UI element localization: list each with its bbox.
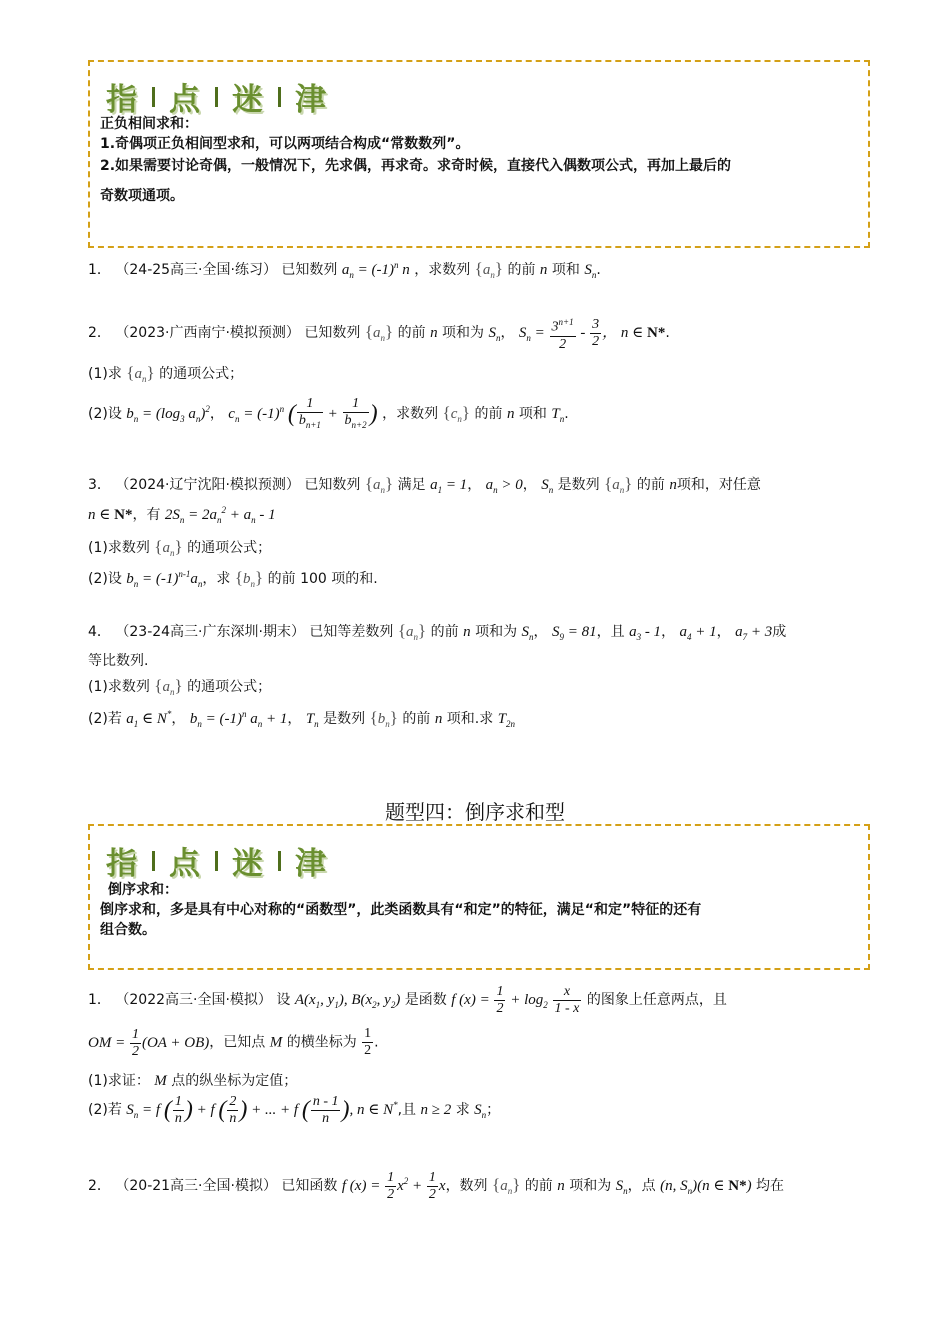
problem-text: 项和，对任意: [676, 477, 761, 493]
formula: OM = $\frac{1}{2}$ (OA + OB): [88, 1026, 210, 1059]
problem-2-q1: [88, 363, 243, 384]
problem-number: 3．: [88, 477, 111, 493]
problem-3-line2: [88, 504, 276, 525]
problem-1: [88, 259, 601, 280]
problem-text: ，已知点: [209, 1034, 266, 1051]
problem-text: 的横坐标为: [286, 1034, 357, 1051]
formula: $a_n = (-1)^n$ n: [341, 260, 410, 280]
formula: $T_n$: [551, 405, 565, 424]
tip-char: 指: [106, 82, 138, 118]
section-title: 题型四：倒序求和型: [385, 800, 565, 824]
question-text: ，求数列: [382, 405, 439, 422]
problem-number: 2．: [88, 324, 111, 341]
formula: $b_n = (-1)^{n-1}a_n$: [126, 569, 203, 589]
problem-6: [88, 1170, 784, 1203]
tip-char: 迷: [232, 82, 264, 118]
formula: (n, $S_n)(n$ ∈ N*): [660, 1177, 752, 1196]
problem-5-q1: [88, 1070, 297, 1090]
formula: $\{a_n\}$: [154, 537, 183, 558]
question-text: (1)求证：: [88, 1073, 150, 1089]
question-text: 求: [455, 1101, 470, 1118]
tip-line: 1.奇偶项正负相间型求和，可以两项结合构成“常数数列”。: [100, 136, 470, 152]
problem-4: 4． （23-24高三·广东深圳·期末） 已知等差数列 $\{a_n\}$ 的前 n 项和为 $S_n$， $S_9 = 81$，且 $a_3 - 1$， $a_4 + 1$， $a_7 + 3$成: [88, 621, 787, 642]
problem-text: 已知函数: [281, 1177, 338, 1194]
divider: [152, 87, 155, 107]
tip-char: 指: [106, 846, 138, 882]
formula: n: [463, 624, 471, 640]
problem-4-q1: [88, 676, 271, 697]
formula: $c_n = (-1)^n$ ( $\frac{1}{b_{n+1}}$ + $\frac{1}{b_{n+2}}$ ): [228, 396, 378, 430]
question-text: .: [564, 405, 569, 422]
problem-text: 已知数列: [281, 262, 338, 278]
problem-text: 的前: [430, 624, 459, 640]
question-text: ；: [486, 1101, 501, 1118]
problem-4-q2: (2)若 $a_1$ ∈ N*， $b_n = (-1)^n$ $a_n + 1$， $T_n$ 是数列 $\{b_n\}$ 的前 n 项和.求 $T_{2n}$: [88, 708, 516, 729]
divider: [215, 87, 218, 107]
formula: $\{a_n\}$: [397, 621, 427, 642]
question-text: (2)若: [88, 711, 122, 727]
formula: f (x) = $\frac{1}{2}$ $x^2$ + $\frac{1}{2}$ x: [341, 1170, 446, 1202]
problem-number: 2．: [88, 1177, 111, 1194]
question-text: 的前: [474, 405, 503, 422]
problem-text: 成: [772, 624, 787, 640]
formula: $2S_n = 2a_n^2 + a_n - 1$: [164, 505, 276, 525]
formula: $\{a_n\}$: [364, 321, 394, 343]
problem-text: ，点: [627, 1177, 656, 1194]
formula: $S_n$: [541, 477, 554, 495]
tip-box-1: [88, 60, 870, 248]
problem-text: ，求数列: [414, 262, 471, 278]
tip-line: 倒序求和，多是具有中心对称的“函数型”，此类函数具有“和定”的特征，满足“和定”特征的还有: [100, 902, 702, 918]
problem-text: 是数列: [557, 477, 600, 493]
problem-source: （20-21高三·全国·模拟）: [115, 1177, 277, 1194]
tip-char: 津: [295, 846, 327, 882]
divider: [278, 87, 281, 107]
question-text: 是数列: [323, 711, 366, 727]
question-text: (1)求: [88, 366, 122, 382]
tip-box-2: [88, 824, 870, 970]
problem-number: 1．: [88, 991, 111, 1008]
formula: M: [154, 1073, 167, 1089]
formula: $S_n$: [584, 262, 597, 280]
problem-text: 已知数列: [304, 477, 361, 493]
formula: $T_{2n}$: [497, 711, 516, 729]
problem-text: .: [596, 262, 601, 278]
formula: $a_n > 0$: [485, 477, 523, 495]
formula: $b_n = (-1)^n$ $a_n + 1$: [189, 709, 288, 729]
problem-source: （2023·广西南宁·模拟预测）: [115, 324, 300, 341]
problem-3: 3． （2024·辽宁沈阳·模拟预测） 已知数列 $\{a_n\}$ 满足 $a_1 = 1$， $a_n > 0$， $S_n$ 是数列 $\{a_n\}$ 的前 n项和，对任意: [88, 474, 761, 495]
problem-source: （2022高三·全国·模拟）: [115, 991, 272, 1008]
problem-source: （2024·辽宁沈阳·模拟预测）: [115, 477, 300, 493]
problem-text: 均在: [756, 1177, 785, 1194]
problem-text: .: [374, 1034, 379, 1051]
tip-line: 奇数项通项。: [100, 188, 184, 204]
formula: n: [430, 324, 438, 341]
formula: $\frac{1}{2}$: [364, 1026, 372, 1058]
problem-2: 2． （2023·广西南宁·模拟预测） 已知数列 $\{a_n\}$ 的前 n 项和为 $S_n$， $S_n$ = $\frac{3^{n+1}}{2}$ - $\frac{3}{2}$ ， n ∈ N*.: [88, 314, 670, 353]
problem-text: 已知数列: [304, 324, 361, 341]
question-text: ，求: [202, 571, 231, 587]
problem-text: ，数列: [445, 1177, 488, 1194]
problem-text: 的前: [507, 262, 536, 278]
divider: [152, 851, 155, 871]
formula: $\{a_n\}$: [604, 474, 633, 495]
formula: $\{b_n\}$: [234, 568, 264, 589]
divider: [215, 851, 218, 871]
formula: n: [669, 477, 677, 493]
formula: $\{a_n\}$: [492, 1174, 521, 1196]
problem-3-q2: [88, 568, 378, 589]
formula: $S_n = f$ ( $\frac{1}{n}$ ) + f ( $\frac{2}{n}$ ) + ... + f ( $\frac{n - 1}{n}$ ), n ∈ N*: [126, 1094, 398, 1126]
formula: n: [539, 262, 548, 278]
formula: $\{a_n\}$: [474, 259, 503, 280]
formula: $T_n$: [305, 711, 319, 729]
problem-source: （24-25高三·全国·练习）: [115, 262, 277, 278]
question-text: (1)求数列: [88, 540, 150, 556]
question-text: 项和.求: [446, 711, 494, 727]
question-text: 的通项公式；: [187, 540, 272, 556]
question-text: 的前 100 项的和.: [267, 571, 378, 587]
problem-5: [88, 984, 727, 1017]
problem-5-line2: [88, 1026, 379, 1060]
formula: n ∈ N*: [88, 507, 133, 523]
formula: $a_4 + 1$: [679, 624, 717, 642]
formula: $S_n$: [521, 624, 534, 642]
tip-line: 2.如果需要讨论奇偶，一般情况下，先求偶，再求奇。求奇时候，直接代入偶数项公式，再加上最后的: [100, 158, 732, 174]
formula: $S_n$: [488, 324, 501, 343]
tip-char: 点: [169, 82, 201, 118]
formula: n: [506, 405, 515, 422]
formula: $S_n$ = $\frac{3^{n+1}}{2}$ - $\frac{3}{2}$ ， n ∈ N*: [519, 325, 665, 341]
problem-4-line2: [88, 650, 148, 670]
formula: $a_7 + 3$: [735, 624, 773, 642]
question-text: 且: [402, 1101, 417, 1118]
question-text: (2)设: [88, 405, 122, 422]
tip-heading: 倒序求和：: [108, 882, 178, 898]
question-text: 的通项公式；: [159, 366, 244, 382]
formula: $S_9 = 81$: [551, 624, 597, 642]
formula: $S_n$: [474, 1101, 487, 1120]
question-text: (2)若: [88, 1101, 122, 1118]
problem-text: 的图象上任意两点，且: [586, 991, 727, 1008]
formula: $\{a_n\}$: [364, 474, 394, 495]
formula: $S_n$: [615, 1177, 628, 1196]
formula: $b_n = (\log_3$ $a_n)^2$: [126, 403, 210, 424]
formula: n: [557, 1177, 565, 1194]
question-text: 点的纵坐标为定值；: [171, 1073, 298, 1089]
formula: $\{c_n\}$: [442, 402, 471, 424]
problem-text: 项和为: [475, 624, 518, 640]
problem-text: 等比数列.: [88, 653, 149, 669]
formula: $a_3 - 1$: [629, 624, 662, 642]
divider: [278, 851, 281, 871]
formula: n: [434, 711, 443, 727]
problem-text: ，且: [596, 624, 625, 640]
problem-text: 是函数: [404, 991, 447, 1008]
problem-number: 1．: [88, 262, 111, 278]
problem-text: 的前: [524, 1177, 553, 1194]
formula: $a_1 = 1$: [430, 477, 468, 495]
formula: M: [269, 1034, 283, 1051]
tip-heading: 正负相间求和：: [100, 116, 198, 132]
tip-char: 点: [169, 846, 201, 882]
problem-text: 的前: [397, 324, 426, 341]
tip-char: 迷: [232, 846, 264, 882]
formula: f (x) = $\frac{1}{2}$ + $\log_2$ $\frac{x}{1 - x}$: [451, 984, 580, 1016]
question-text: 的前: [402, 711, 431, 727]
formula: $\{b_n\}$: [369, 708, 398, 729]
tip-char: 津: [295, 82, 327, 118]
problem-number: 4．: [88, 624, 111, 640]
tip-line: 组合数。: [100, 922, 156, 938]
tip-content: [100, 114, 858, 206]
question-text: 项和: [518, 405, 547, 422]
problem-3-q1: [88, 537, 271, 558]
tip-header: [106, 74, 327, 119]
formula: $\{a_n\}$: [154, 676, 183, 697]
problem-text: ，有: [132, 507, 161, 523]
tip-content: [100, 880, 858, 940]
question-text: (2)设: [88, 571, 122, 587]
problem-text: 项和为: [569, 1177, 612, 1194]
formula: $A(x_1$, $y_1$), $B(x_2$, $y_2$): [294, 991, 401, 1010]
problem-2-q2: (2)设 $b_n = (\log_3$ $a_n)^2$， $c_n = (-1)^n$ ( $\frac{1}{b_{n+1}}$ + $\frac{1}{b_{n+2}}$ ) ，求数列 $\{c_n\}$ 的前 n 项和 $T_n$.: [88, 396, 569, 430]
question-text: (1)求数列: [88, 679, 150, 695]
problem-text: 满足: [397, 477, 426, 493]
problem-text: 项和: [551, 262, 580, 278]
problem-5-q2: (2)若 $S_n = f$ ( $\frac{1}{n}$ ) + f ( $\frac{2}{n}$ ) + ... + f ( $\frac{n - 1}{n}$ ), n ∈ N*,且 n ≥ 2 求 $S_n$；: [88, 1094, 501, 1126]
problem-text: 已知等差数列: [309, 624, 394, 640]
problem-text: 的前: [636, 477, 665, 493]
formula: $\{a_n\}$: [126, 363, 155, 384]
problem-text: 项和为: [442, 324, 485, 341]
question-text: 的通项公式；: [187, 679, 272, 695]
tip-header: [106, 838, 327, 883]
formula: n ≥ 2: [420, 1101, 452, 1118]
formula: $a_1$ ∈ N*: [126, 709, 172, 729]
problem-source: （23-24高三·广东深圳·期末）: [115, 624, 305, 640]
problem-text: 设: [276, 991, 291, 1008]
